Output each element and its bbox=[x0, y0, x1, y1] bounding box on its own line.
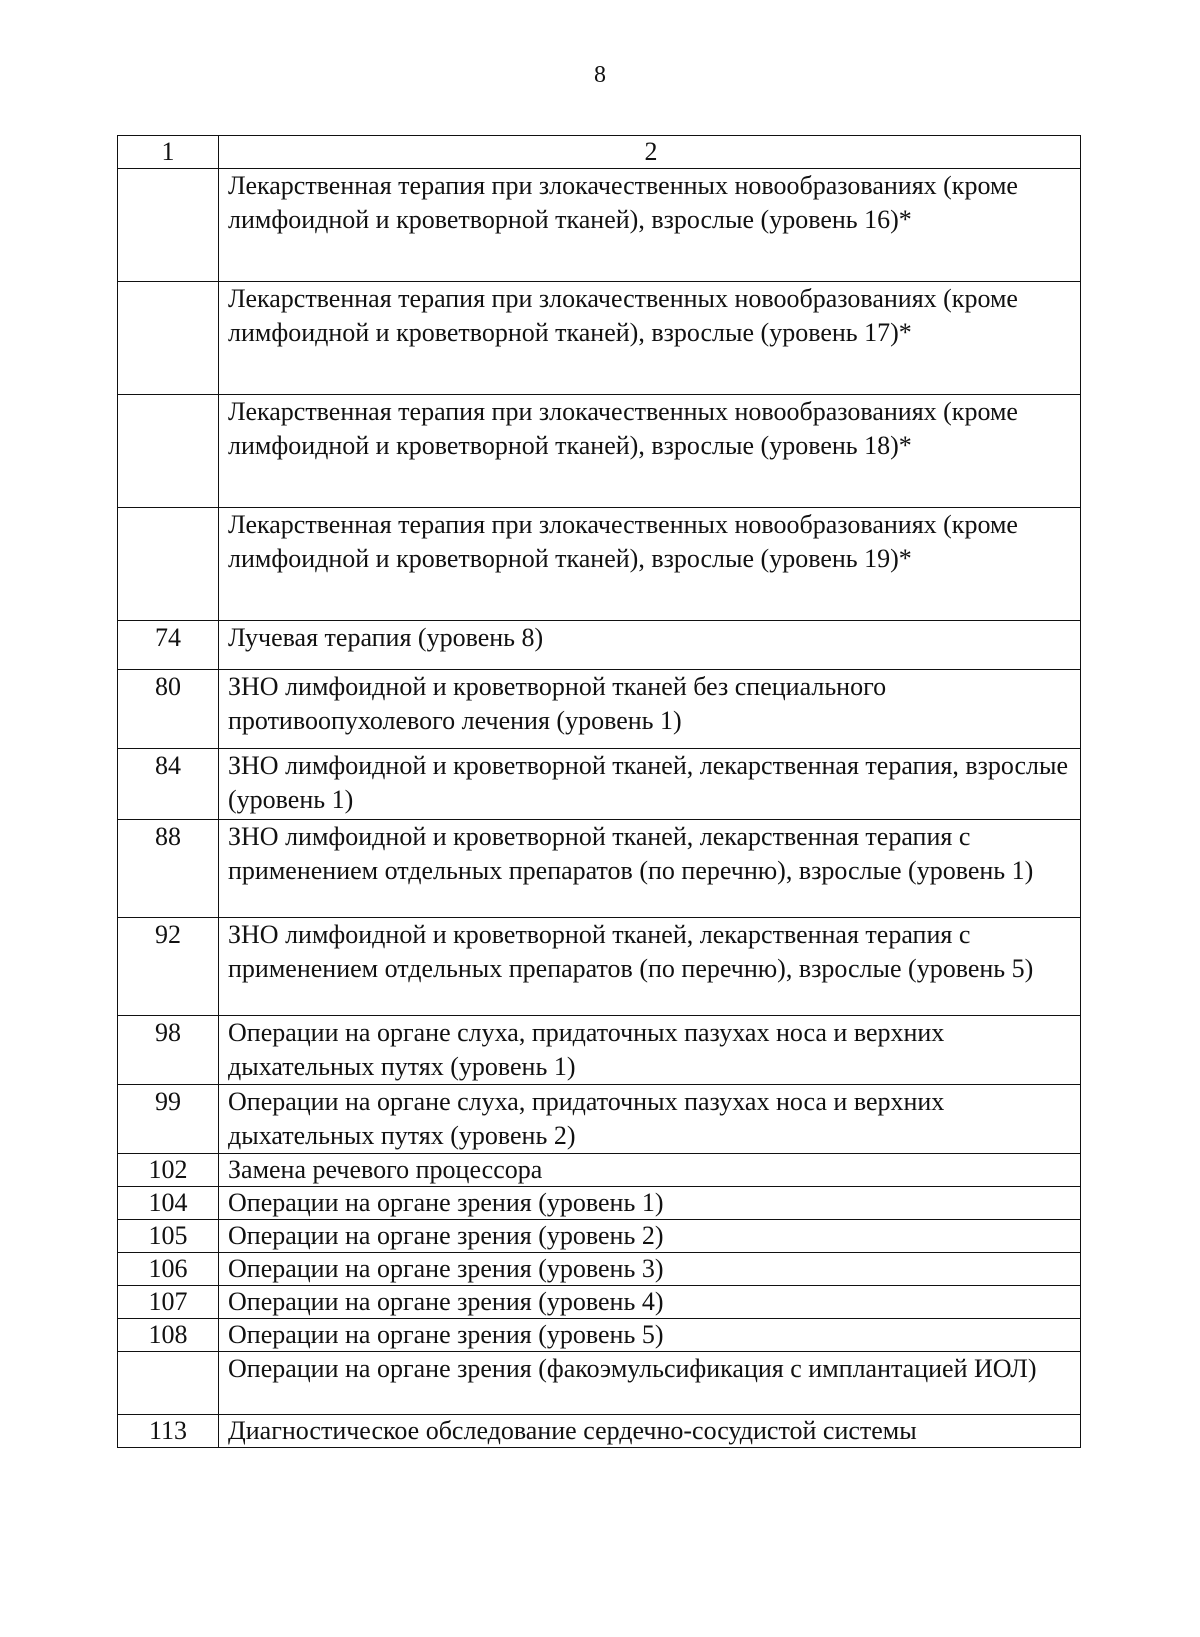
table-row bbox=[118, 1085, 1081, 1154]
table-row bbox=[118, 169, 1081, 282]
row-number: 102 bbox=[118, 1154, 219, 1187]
row-number: 106 bbox=[118, 1253, 219, 1286]
row-text: Лекарственная терапия при злокачественных новообразованиях (кроме лимфоидной и кроветворной тканей), взрослые (уровень 17)* bbox=[219, 282, 1081, 395]
table-row bbox=[118, 1352, 1081, 1415]
table-row bbox=[118, 1319, 1081, 1352]
table-row bbox=[118, 820, 1081, 918]
row-number: 113 bbox=[118, 1415, 219, 1448]
row-text: Операции на органе зрения (уровень 1) bbox=[219, 1187, 1081, 1220]
row-text: Операции на органе зрения (уровень 3) bbox=[219, 1253, 1081, 1286]
row-number bbox=[118, 169, 219, 282]
row-number: 92 bbox=[118, 918, 219, 1016]
row-text: Операции на органе зрения (уровень 5) bbox=[219, 1319, 1081, 1352]
table-row bbox=[118, 918, 1081, 1016]
row-text: Лекарственная терапия при злокачественных новообразованиях (кроме лимфоидной и кроветворной тканей), взрослые (уровень 18)* bbox=[219, 395, 1081, 508]
table-row bbox=[118, 1286, 1081, 1319]
row-number bbox=[118, 282, 219, 395]
row-number: 84 bbox=[118, 749, 219, 820]
table-row bbox=[118, 670, 1081, 749]
table-row bbox=[118, 1016, 1081, 1085]
column-header-1: 1 bbox=[118, 136, 219, 169]
column-header-2: 2 bbox=[219, 136, 1081, 169]
table-row bbox=[118, 621, 1081, 670]
row-text: ЗНО лимфоидной и кроветворной тканей, лекарственная терапия, взрослые (уровень 1) bbox=[219, 749, 1081, 820]
table-row bbox=[118, 395, 1081, 508]
row-number: 107 bbox=[118, 1286, 219, 1319]
row-number: 98 bbox=[118, 1016, 219, 1085]
row-number bbox=[118, 508, 219, 621]
table-row bbox=[118, 1154, 1081, 1187]
table-row bbox=[118, 1187, 1081, 1220]
row-text: Операции на органе зрения (уровень 4) bbox=[219, 1286, 1081, 1319]
row-number bbox=[118, 1352, 219, 1415]
row-number: 104 bbox=[118, 1187, 219, 1220]
table-row bbox=[118, 282, 1081, 395]
table-row bbox=[118, 508, 1081, 621]
row-number: 88 bbox=[118, 820, 219, 918]
row-text: Операции на органе слуха, придаточных пазухах носа и верхних дыхательных путях (уровень 1) bbox=[219, 1016, 1081, 1085]
table-row bbox=[118, 1415, 1081, 1448]
row-text: Лекарственная терапия при злокачественных новообразованиях (кроме лимфоидной и кроветворной тканей), взрослые (уровень 16)* bbox=[219, 169, 1081, 282]
row-text: Операции на органе зрения (факоэмульсификация с имплантацией ИОЛ) bbox=[219, 1352, 1081, 1415]
row-text: Операции на органе слуха, придаточных пазухах носа и верхних дыхательных путях (уровень 2) bbox=[219, 1085, 1081, 1154]
tariff-table bbox=[117, 135, 1081, 1448]
row-text: Операции на органе зрения (уровень 2) bbox=[219, 1220, 1081, 1253]
row-number: 105 bbox=[118, 1220, 219, 1253]
table-header-row bbox=[118, 136, 1081, 169]
row-text: Лекарственная терапия при злокачественных новообразованиях (кроме лимфоидной и кроветворной тканей), взрослые (уровень 19)* bbox=[219, 508, 1081, 621]
table-row bbox=[118, 1220, 1081, 1253]
row-text: Лучевая терапия (уровень 8) bbox=[219, 621, 1081, 670]
table-row bbox=[118, 1253, 1081, 1286]
row-number: 80 bbox=[118, 670, 219, 749]
row-text: ЗНО лимфоидной и кроветворной тканей, лекарственная терапия с применением отдельных препаратов (по перечню), взрослые (уровень 5) bbox=[219, 918, 1081, 1016]
row-text: Диагностическое обследование сердечно-сосудистой системы bbox=[219, 1415, 1081, 1448]
row-number: 74 bbox=[118, 621, 219, 670]
row-number bbox=[118, 395, 219, 508]
row-number: 99 bbox=[118, 1085, 219, 1154]
table-row bbox=[118, 749, 1081, 820]
row-text: Замена речевого процессора bbox=[219, 1154, 1081, 1187]
page-number: 8 bbox=[594, 62, 606, 88]
row-text: ЗНО лимфоидной и кроветворной тканей, лекарственная терапия с применением отдельных препаратов (по перечню), взрослые (уровень 1) bbox=[219, 820, 1081, 918]
row-text: ЗНО лимфоидной и кроветворной тканей без специального противоопухолевого лечения (уровень 1) bbox=[219, 670, 1081, 749]
row-number: 108 bbox=[118, 1319, 219, 1352]
